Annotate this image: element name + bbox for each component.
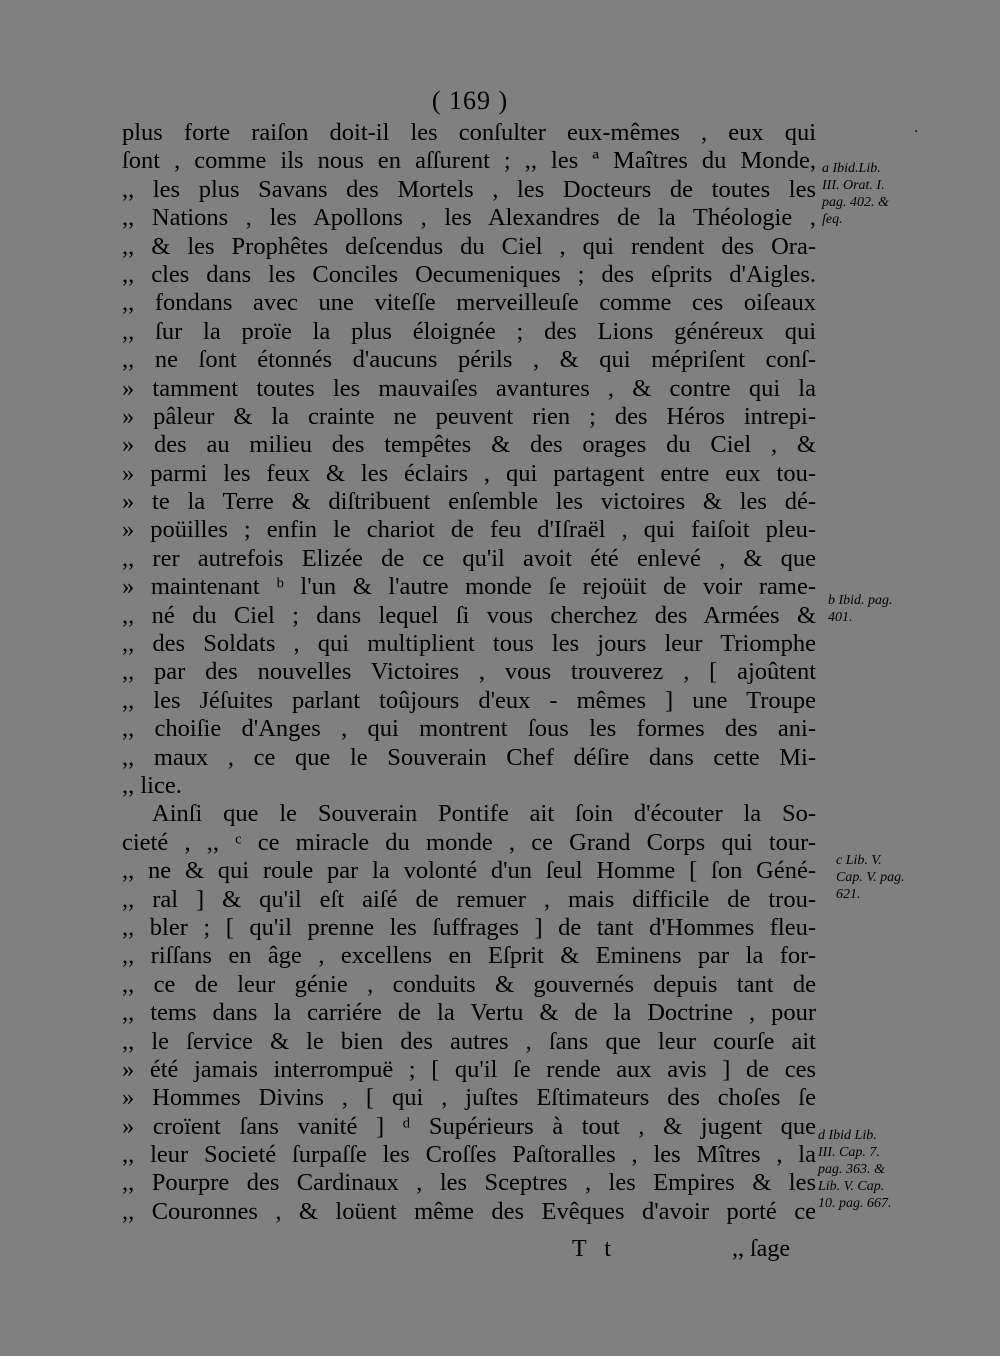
text-line: plus forte raiſon doit-il les conſulter eux-mêmes , eux qui [122, 119, 816, 146]
text-line: Ainſi que le Souverain Pontife ait ſoin d'écouter la So- [152, 800, 816, 828]
margin-mark: · [914, 124, 919, 140]
body-text [122, 119, 816, 1226]
text-line: ,, fondans avec une viteſſe merveilleuſe comme ces oiſeaux [122, 289, 816, 317]
text-line: ,, choiſie d'Anges , qui montrent ſous les formes des ani- [122, 715, 816, 743]
text-line: ,, tems dans la carriére de la Vertu & de la Doctrine , pour [122, 999, 816, 1027]
text-line: ,, riſſans en âge , excellens en Eſprit & Eminens par la for- [122, 942, 816, 970]
text-line: » pâleur & la crainte ne peuvent rien ; des Héros intrepi- [122, 402, 816, 430]
marginal-note-c: c Lib. V. Cap. V. pag. 621. [836, 853, 905, 902]
text-line: » maintenant ᵇ l'un & l'autre monde ſe rejoüit de voir rame- [122, 573, 816, 601]
text-line: ,, ce de leur génie , conduits & gouvernés depuis tant de [122, 970, 816, 998]
text-line: » Hommes Divins , [ qui , juſtes Eſtimateurs des choſes ſe [122, 1084, 816, 1112]
text-line: ,, Couronnes , & loüent même des Evêques d'avoir porté ce [122, 1197, 816, 1225]
text-line: ,, bler ; [ qu'il prenne les ſuffrages ] de tant d'Hommes fleu- [122, 913, 816, 941]
text-line: ,, maux , ce que le Souverain Chef déſire dans cette Mi- [122, 743, 816, 771]
text-line: cieté , ,, ᶜ ce miracle du monde , ce Grand Corps qui tour- [122, 828, 816, 856]
marginal-note-b: b Ibid. pag. 401. [828, 593, 893, 625]
text-line: » te la Terre & diſtribuent enſemble les victoires & les dé- [122, 488, 816, 516]
text-line: ,, Nations , les Apollons , les Alexandres de la Théologie , [122, 204, 816, 232]
text-line: » parmi les feux & les éclairs , qui partagent entre eux tou- [122, 459, 816, 487]
text-line: ,, les Jéſuites parlant toûjours d'eux - mêmes ] une Troupe [122, 686, 816, 714]
text-line: ,, né du Ciel ; dans lequel ſi vous cherchez des Armées & [122, 601, 816, 629]
marginal-note-d: d Ibid Lib. III. Cap. 7. pag. 363. & Lib. V. Cap. 10. pag. 667. [818, 1128, 892, 1211]
signature-mark: T t [572, 1236, 617, 1262]
text-line: ,, le ſervice & le bien des autres , ſans que leur courſe ait [122, 1027, 816, 1055]
marginal-note-a: a Ibid.Lib. III. Orat. I. pag. 402. & ſeq. [822, 161, 889, 227]
text-line: ,, ne & qui roule par la volonté d'un ſeul Homme [ ſon Géné- [122, 857, 816, 885]
text-line: ,, les plus Savans des Mortels , les Docteurs de toutes les [122, 175, 816, 203]
text-line: ,, rer autrefois Elizée de ce qu'il avoit été enlevé , & que [122, 544, 816, 572]
text-line: ,, ne ſont étonnés d'aucuns périls , & qui mépriſent conſ- [122, 346, 816, 374]
text-line: ,, ral ] & qu'il eſt aiſé de remuer , mais difficile de trou- [122, 885, 816, 913]
text-line: ,, & les Prophêtes deſcendus du Ciel , qui rendent des Ora- [122, 232, 816, 260]
text-line: ſont , comme ils nous en aſſurent ; ,, les ª Maîtres du Monde, [122, 147, 816, 175]
text-line: ,, lice. [122, 771, 182, 799]
text-line: ,, leur Societé ſurpaſſe les Croſſes Paſtoralles , les Mîtres , la [122, 1141, 816, 1169]
text-line: ,, des Soldats , qui multiplient tous les jours leur Triomphe [122, 630, 816, 658]
text-line: » tamment toutes les mauvaiſes avantures , & contre qui la [122, 374, 816, 402]
text-line: » des au milieu des tempêtes & des orages du Ciel , & [122, 431, 816, 459]
text-line: ,, ſur la proïe la plus éloignée ; des Lions généreux qui [122, 317, 816, 345]
text-line: » croïent ſans vanité ] ᵈ Supérieurs à tout , & jugent que [122, 1112, 816, 1140]
text-line: ,, Pourpre des Cardinaux , les Sceptres , les Empires & les [122, 1169, 816, 1197]
catchword: ,, ſage [732, 1236, 790, 1262]
text-line: » poüilles ; enfin le chariot de feu d'Iſraël , qui faiſoit pleu- [122, 516, 816, 544]
text-line: ,, par des nouvelles Victoires , vous trouverez , [ ajoûtent [122, 658, 816, 686]
text-line: » été jamais interrompuë ; [ qu'il ſe rende aux avis ] de ces [122, 1055, 816, 1083]
page-number: ( 169 ) [431, 86, 509, 115]
text-line: ,, cles dans les Conciles Oecumeniques ; des eſprits d'Aigles. [122, 260, 816, 288]
